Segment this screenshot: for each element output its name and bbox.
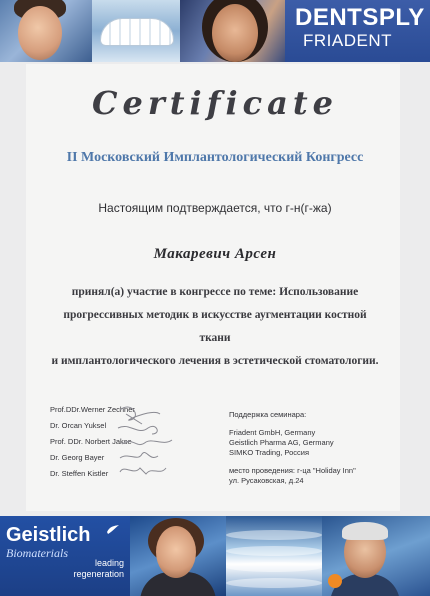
handwritten-signatures <box>112 400 182 480</box>
photo-woman-with-hand <box>130 516 226 596</box>
congress-name: II Московский Имплантологический Конгресс <box>66 150 364 165</box>
logo-brand-main: DENTSPLY <box>295 4 425 31</box>
photo-dental-model <box>92 0 180 62</box>
geistlich-logo <box>0 516 130 596</box>
support-heading: Поддержка семинара: <box>229 410 307 419</box>
venue-line: место проведения: г-ца "Holiday Inn" <box>229 466 356 475</box>
signer-name: Dr. Georg Bayer <box>50 453 105 462</box>
certificate-title: Certificate <box>92 84 338 122</box>
support-company: Geistlich Pharma AG, Germany <box>229 438 334 447</box>
signer-name: Prof.DDr.Werner Zechner <box>50 405 135 414</box>
top-banner <box>0 0 430 62</box>
photo-bone-texture <box>226 516 322 596</box>
support-company: SIMKO Trading, Россия <box>229 448 310 457</box>
topic-text <box>50 281 380 373</box>
topic-line: принял(а) участие в конгрессе по теме: Использование <box>71 286 359 298</box>
bottom-banner <box>0 516 430 596</box>
logo-brand-sub: FRIADENT <box>303 31 392 50</box>
photo-smiling-woman <box>180 0 285 62</box>
seminar-support <box>229 410 409 486</box>
topic-line: и имплантологического лечения в эстетической стоматологии. <box>51 355 379 367</box>
confirm-text: Настоящим подтверждается, что г-н(г-жа) <box>98 201 332 215</box>
bird-icon <box>106 524 120 536</box>
signer-name: Dr. Orcan Yuksel <box>50 421 107 430</box>
signer-name: Prof. DDr. Norbert Jakse <box>50 437 132 446</box>
photo-smiling-man <box>0 0 92 62</box>
geistlich-tagline: leading <box>94 558 124 568</box>
geistlich-tagline: regeneration <box>73 569 124 579</box>
signer-name: Dr. Steffen Kistler <box>50 469 109 478</box>
photo-elderly-man <box>322 516 430 596</box>
support-company: Friadent GmbH, Germany <box>229 428 316 437</box>
topic-line: прогрессивных методик в искусстве аугментации костной ткани <box>63 309 367 344</box>
geistlich-sub: Biomaterials <box>6 546 68 560</box>
dentsply-friadent-logo <box>285 0 430 62</box>
geistlich-brand: Geistlich <box>6 524 91 546</box>
recipient-name: Макаревич Арсен <box>153 246 277 262</box>
venue-address: ул. Русаковская, д.24 <box>229 476 304 485</box>
